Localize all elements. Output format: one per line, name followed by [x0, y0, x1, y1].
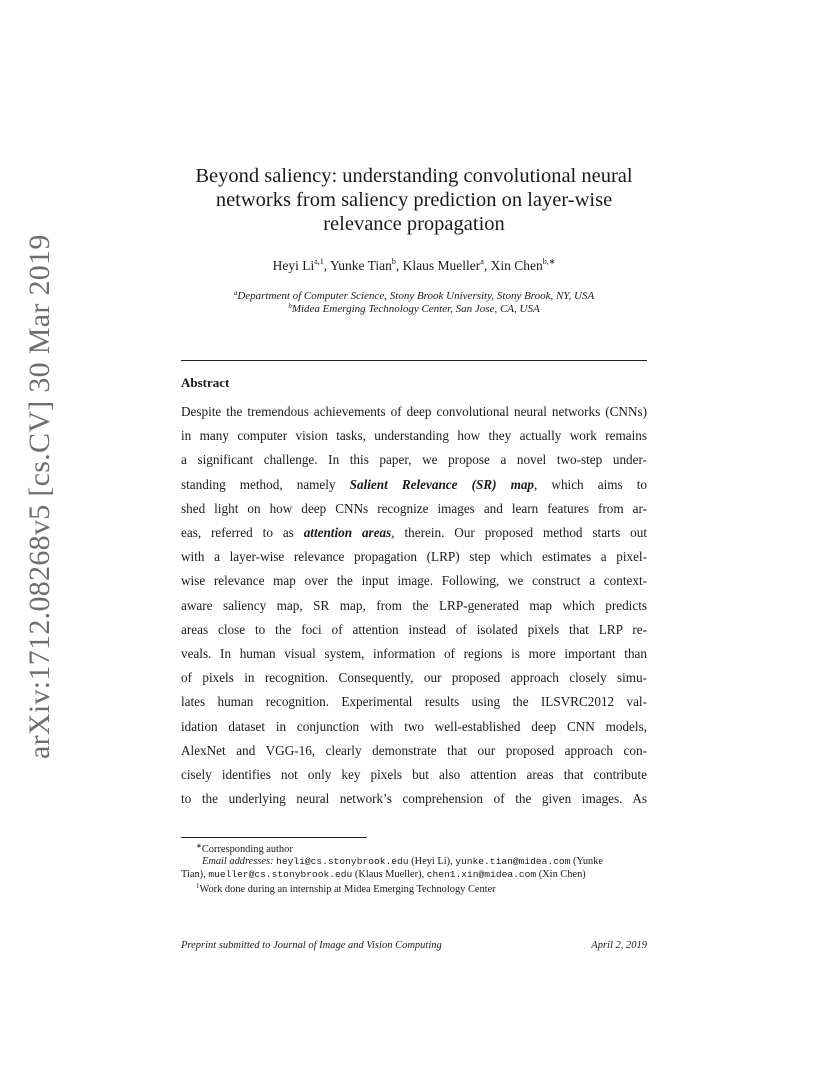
abstract-line: in many computer vision tasks, understanding how they actually work remains: [181, 428, 647, 444]
affiliation-b: [150, 302, 678, 315]
abstract-heading: Abstract: [181, 375, 230, 390]
author-name: Yunke Tian: [330, 258, 392, 273]
author-affil-mark: b,∗: [542, 257, 556, 266]
author-name: Heyi Li: [272, 258, 315, 273]
email-address[interactable]: yunke.tian@midea.com: [455, 856, 571, 867]
title-line: relevance propagation: [323, 213, 505, 235]
preprint-note: Preprint submitted to Journal of Image and Vision Computing: [181, 940, 442, 951]
preprint-date: April 2, 2019: [591, 940, 647, 951]
email-label: Email addresses:: [202, 856, 274, 867]
email-address[interactable]: mueller@cs.stonybrook.edu: [208, 869, 353, 880]
paper-title: [150, 164, 678, 236]
abstract-text: , which aims to: [534, 476, 647, 492]
author-list: Heyi Li$^{a,1}$, Yunke Tian$^b$, Klaus Mueller$^a$, Xin Chen$^{b,∗}$: [272, 257, 556, 273]
title-line: networks from saliency prediction on layer-wise: [215, 189, 613, 211]
footnote-mark: ∗: [196, 842, 202, 850]
email-owner: (Heyi Li),: [408, 856, 456, 867]
footnote-internship: [196, 882, 496, 895]
abstract-line: aware saliency map, SR map, from the LRP-generated map which predicts: [181, 597, 647, 613]
abstract-line: to the underlying neural network’s comprehension of the given images. As: [181, 791, 647, 807]
affiliation-text: Department of Computer Science, Stony Brook University, Stony Brook, NY, USA: [237, 290, 595, 302]
emphasized-term: Salient Relevance (SR) map: [349, 476, 535, 492]
footnote-mark: 1: [196, 882, 200, 890]
author-affil-mark: a: [480, 257, 484, 266]
affiliation-a: [150, 289, 678, 302]
email-owner: (Yunke: [570, 856, 604, 867]
abstract-line: Despite the tremendous achievements of deep convolutional neural networks (CNNs): [181, 404, 647, 419]
abstract-line: [181, 524, 647, 542]
title-line: Beyond saliency: understanding convolutional neural: [195, 165, 633, 187]
author-name: Klaus Mueller: [402, 258, 481, 273]
abstract-text: , therein. Our proposed method starts out: [391, 525, 647, 540]
affiliation-mark: a: [233, 289, 238, 297]
abstract-line: areas close to the foci of attention instead of isolated pixels that LRP re-: [181, 621, 647, 637]
abstract-line: wise relevance map over the input image. Following, we construct a context-: [181, 573, 647, 589]
abstract-line: lates human recognition. Experimental results using the ILSVRC2012 val-: [181, 694, 647, 710]
abstract-line: idation dataset in conjunction with two well-established deep CNN models,: [181, 718, 647, 734]
abstract-line: shed light on how deep CNNs recognize images and learn features from ar-: [181, 500, 647, 516]
header-divider: [181, 360, 647, 361]
footnote-text: Work done during an internship at Midea Emerging Technology Center: [199, 884, 496, 895]
affiliation-mark: b: [288, 302, 292, 310]
abstract-line: of pixels in recognition. Consequently, our proposed approach closely simu-: [181, 670, 647, 686]
email-owner: Tian),: [181, 869, 209, 880]
abstract-text: standing method, namely: [181, 476, 350, 492]
footnote-text: Corresponding author: [201, 844, 293, 855]
email-address[interactable]: chen1.xin@midea.com: [426, 869, 537, 880]
email-address[interactable]: heyli@cs.stonybrook.edu: [276, 856, 409, 867]
abstract-line: a significant challenge. In this paper, we propose a novel two-step under-: [181, 452, 647, 468]
email-owner: (Xin Chen): [536, 869, 586, 880]
abstract-line: cisely identifies not only key pixels but also attention areas that contribute: [181, 767, 647, 782]
email-owner: (Klaus Mueller),: [352, 869, 427, 880]
footnote-emails-line1: [202, 856, 603, 867]
abstract-line: AlexNet and VGG-16, clearly demonstrate that our proposed approach con-: [181, 742, 647, 758]
abstract-line: [181, 476, 647, 494]
abstract-line: with a layer-wise relevance propagation (LRP) step which estimates a pixel-: [181, 549, 647, 565]
author-affil-mark: a,1: [314, 257, 324, 266]
abstract-text: eas, referred to as: [181, 525, 304, 540]
emphasized-term: attention areas: [303, 525, 392, 540]
affiliation-text: Midea Emerging Technology Center, San Jose, CA, USA: [291, 303, 540, 315]
footnote-corresponding: [196, 842, 293, 855]
footnote-divider: [181, 837, 367, 838]
abstract-line: veals. In human visual system, information of regions is more important than: [181, 646, 647, 661]
author-name: Xin Chen: [490, 258, 543, 273]
arxiv-identifier-text: arXiv:1712.08268v5 [cs.CV] 30 Mar 2019: [23, 234, 56, 759]
footnote-emails-line2: [181, 869, 586, 880]
author-affil-mark: b: [391, 257, 396, 266]
